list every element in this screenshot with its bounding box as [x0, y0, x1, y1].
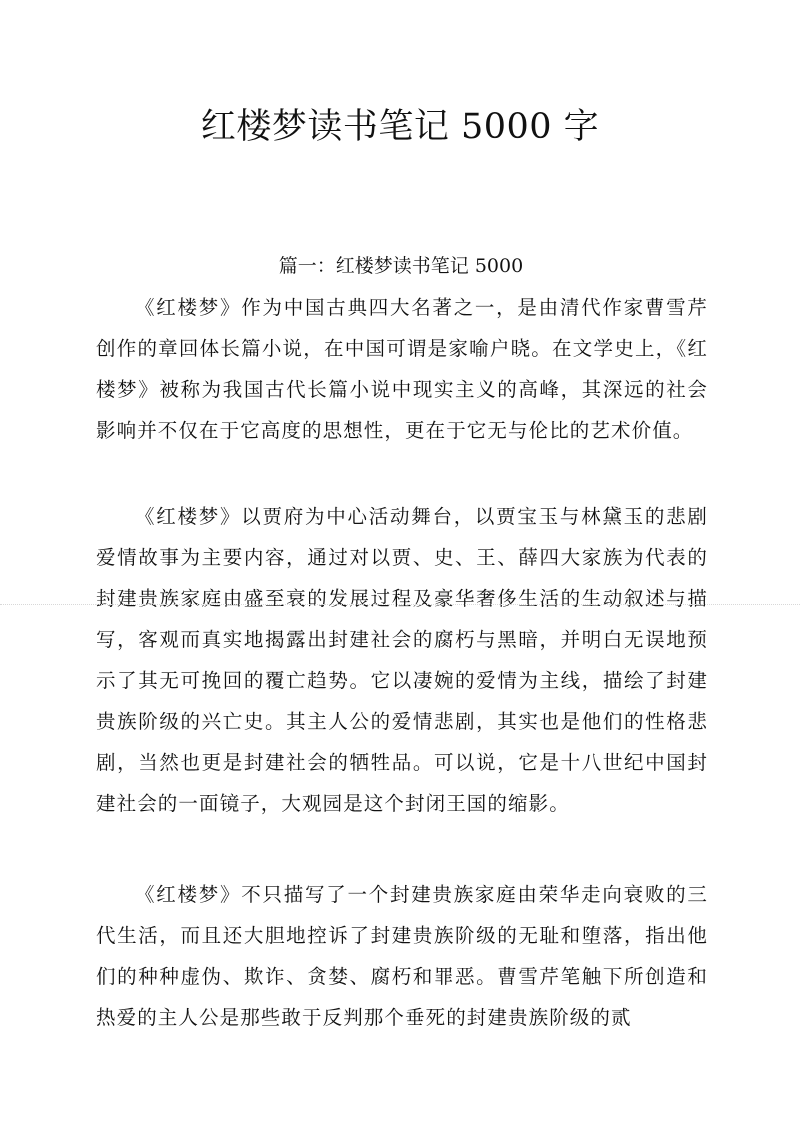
page-break-divider: [0, 604, 800, 605]
paragraph-2: 《红楼梦》以贾府为中心活动舞台，以贾宝玉与林黛玉的悲剧爱情故事为主要内容，通过对以贾、史、王、薛四大家族为代表的封建贵族家庭由盛至衰的发展过程及豪华奢侈生活的生动叙述与描写，客观而真实地揭露出封建社会的腐朽与黑暗，并明白无误地预示了其无可挽回的覆亡趋势。它以凄婉的爱情为主线，描绘了封建贵族阶级的兴亡史。其主人公的爱情悲剧，其实也是他们的性格悲剧，当然也更是封建社会的牺牲品。可以说，它是十八世纪中国封建社会的一面镜子，大观园是这个封闭王国的缩影。: [96, 505, 708, 815]
paragraph-1: 《红楼梦》作为中国古典四大名著之一，是由清代作家曹雪芹创作的章回体长篇小说，在中国可谓是家喻户晓。在文学史上，《红楼梦》被称为我国古代长篇小说中现实主义的高峰，其深远的社会影响并不仅在于它高度的思想性，更在于它无与伦比的艺术价值。: [96, 296, 708, 442]
section-heading: 篇一：红楼梦读书笔记 5000: [278, 255, 524, 277]
document-title: 红楼梦读书笔记 5000 字: [200, 107, 600, 147]
paragraph-3: 《红楼梦》不只描写了一个封建贵族家庭由荣华走向衰败的三代生活，而且还大胆地控诉了封建贵族阶级的无耻和堕落，指出他们的种种虚伪、欺诈、贪婪、腐朽和罪恶。曹雪芹笔触下所创造和热爱的主人公是那些敢于反判那个垂死的封建贵族阶级的贰: [96, 883, 708, 1029]
